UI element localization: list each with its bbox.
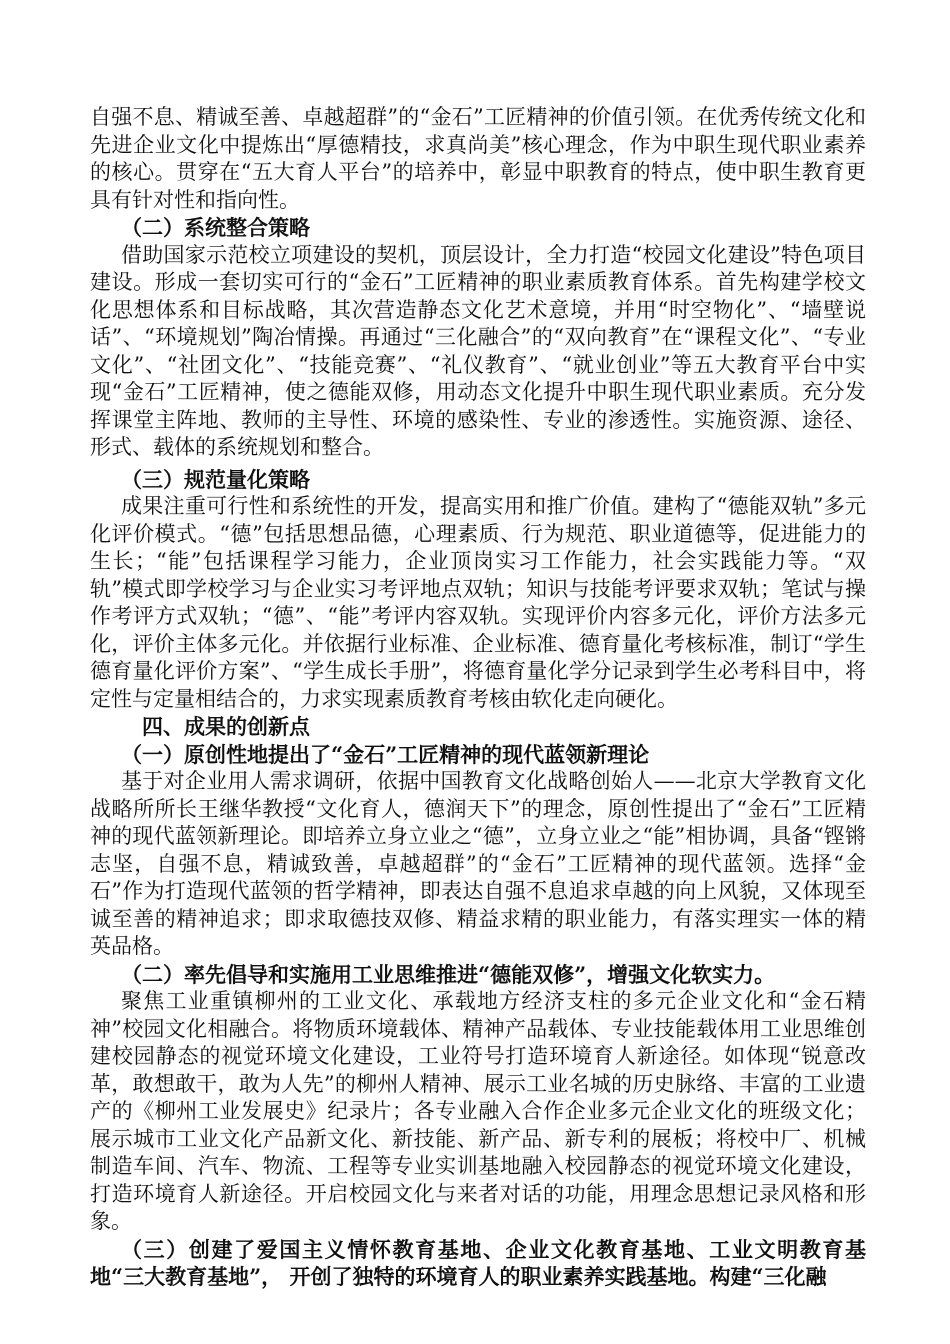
paragraph-intro-continued: 自强不息、精诚至善、卓越超群”的“金石”工匠精神的价值引领。在优秀传统文化和先进企业文化中提炼出“厚德精技，求真尚美”核心理念，作为中职生现代职业素养的核心。贯穿在“五大育人平台”的培养中，彰显中职教育的特点，使中职生教育更具有针对性和指向性。: [90, 105, 866, 212]
heading-innovations: 四、成果的创新点: [142, 714, 310, 739]
paragraph-quantification: 成果注重可行性和系统性的开发，提高实用和推广价值。建构了“德能双轨”多元化评价模式。“德”包括思想品德，心理素质、行为规范、职业道德等，促进能力的生长；“能”包括课程学习能力，企业顶岗实习工作能力，社会实践能力等。“双轨”模式即学校学习与企业实习考评地点双轨；知识与技能考评要求双轨；笔试与操作考评方式双轨；“德”、“能”考评内容双轨。实现评价内容多元化，评价方法多元化，评价主体多元化。并依据行业标准、企业标准、德育量化考核标准，制订“学生德育量化评价方案”、“学生成长手册”，将德育量化学分记录到学生必考科目中，将定性与定量相结合的，力求实现素质教育考核由软化走向硬化。: [90, 494, 866, 711]
paragraph-innovation-2: 聚焦工业重镇柳州的工业文化、承载地方经济支柱的多元企业文化和“金石精神”校园文化相融合。将物质环境载体、精神产品载体、专业技能载体用工业思维创建校园静态的视觉环境文化建设，工业符号打造环境育人新途径。如体现“锐意改革，敢想敢干，敢为人先”的柳州人精神、展示工业名城的历史脉络、丰富的工业遗产的《柳州工业发展史》纪录片；各专业融入合作企业多元企业文化的班级文化；展示城市工业文化产品新文化、新技能、新产品、新专利的展板；将校中厂、机械制造车间、汽车、物流、工程等专业实训基地融入校园静态的视觉环境文化建设，打造环境育人新途径。开启校园文化与来者对话的功能，用理念思想记录风格和形象。: [90, 989, 866, 1233]
paragraph-system-integration: 借助国家示范校立项建设的契机，顶层设计，全力打造“校园文化建设”特色项目建设。形成一套切实可行的“金石”工匠精神的职业素质教育体系。首先构建学校文化思想体系和目标战略，其次营造静态文化艺术意境，并用“时空物化”、“墙壁说话”、“环境规划”陶冶情操。再通过“三化融合”的“双向教育”在“课程文化”、“专业文化”、“社团文化”、“技能竞赛”、“礼仪教育”、“就业创业”等五大教育平台中实现“金石”工匠精神，使之德能双修，用动态文化提升中职生现代职业素质。充分发挥课堂主阵地、教师的主导性、环境的感染性、专业的渗透性。实施资源、途径、形式、载体的系统规划和整合。: [90, 242, 866, 459]
heading-innovation-1: （一）原创性地提出了“金石”工匠精神的现代蓝领新理论: [121, 741, 650, 767]
paragraph-innovation-3: （三）创建了爱国主义情怀教育基地、企业文化教育基地、工业文明教育基地“三大教育基地”， 开创了独特的环境育人的职业素养实践基地。构建“三化融: [90, 1236, 866, 1289]
heading-quantification: （三）规范量化策略: [121, 466, 310, 492]
document-page: [90, 104, 866, 1291]
heading-system-integration: （二）系统整合策略: [121, 215, 310, 240]
paragraph-innovation-1: 基于对企业用人需求调研，依据中国教育文化战略创始人——北京大学教育文化战略所所长王继华教授“文化育人，德润天下”的理念，原创性提出了“金石”工匠精神的现代蓝领新理论。即培养立身立业之“德”，立身立业之“能”相协调，具备“铿锵志坚，自强不息，精诚致善，卓越超群”的“金石”工匠精神的现代蓝领。选择“金石”作为打造现代蓝领的哲学精神，即表达自强不息追求卓越的向上风貌，又体现至诚至善的精神追求；即求取德技双修、精益求精的职业能力，有落实理实一体的精英品格。: [90, 769, 866, 958]
heading-innovation-2: （二）率先倡导和实施用工业思维推进“德能双修”，增强文化软实力。: [121, 961, 776, 987]
